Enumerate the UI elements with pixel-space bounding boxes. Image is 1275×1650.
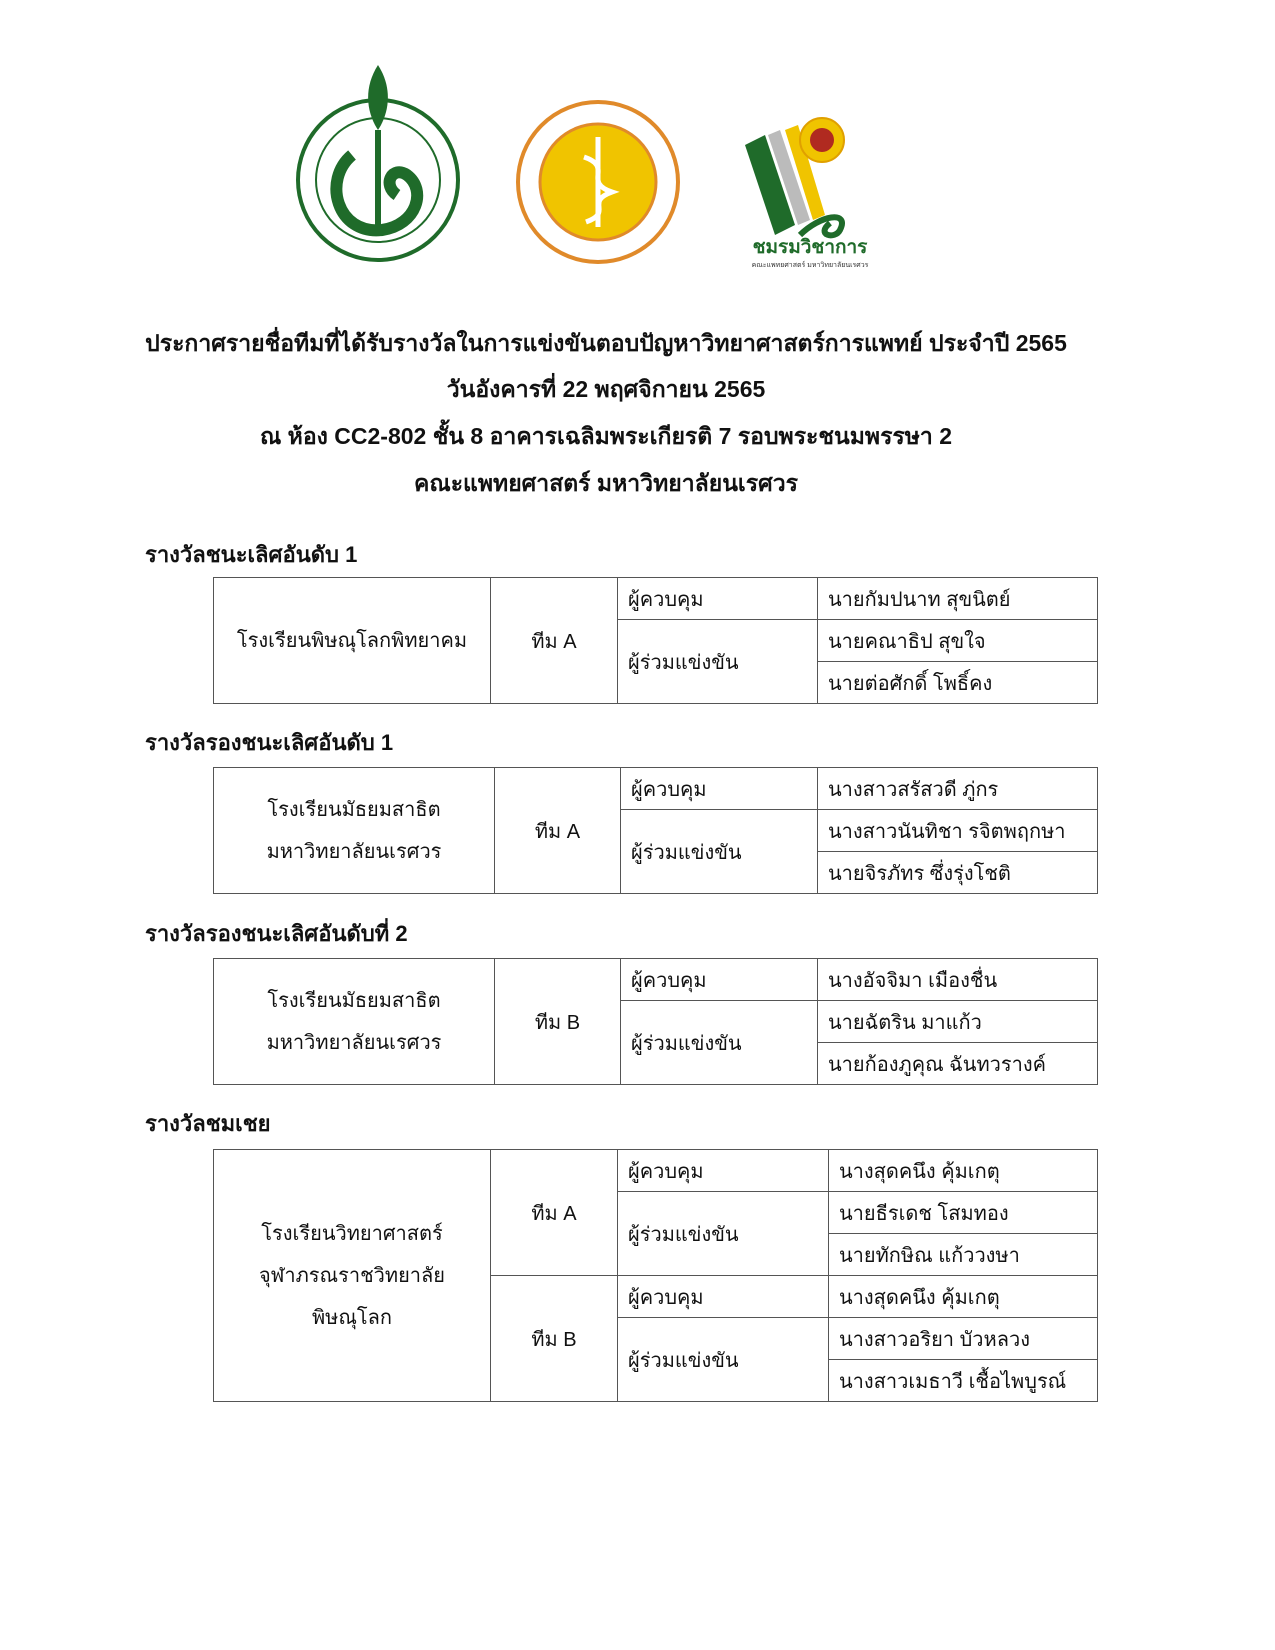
contestant-name: นายทักษิณ แก้ววงษา [829,1234,1098,1276]
contestant-name: นายจิรภัทร ซึ่งรุ่งโชติ [818,852,1098,894]
contestant-name: นางสาวนันทิชา รจิตพฤกษา [818,810,1098,852]
svg-text:ชมรมวิชาการ: ชมรมวิชาการ [752,237,868,258]
award-heading: รางวัลชมเชย [145,1111,271,1136]
award-heading: รางวัลรองชนะเลิศอันดับ 1 [145,730,394,755]
contestants-label: ผู้ร่วมแข่งขัน [618,1192,829,1276]
academic-club-logo [740,95,880,275]
advisor-name: นางอัจจิมา เมืองชื่น [818,959,1098,1001]
advisor-name: นายกัมปนาท สุขนิตย์ [818,578,1098,620]
faculty-name: คณะแพทยศาสตร์ มหาวิทยาลัยนเรศวร [413,470,798,496]
contestant-name: นายฉัตริน มาแก้ว [818,1001,1098,1043]
contestant-name: นางสาวเมธาวี เชื้อไพบูรณ์ [829,1360,1098,1402]
contestants-label: ผู้ร่วมแข่งขัน [618,1318,829,1402]
advisor-label: ผู้ควบคุม [618,578,818,620]
award-table [213,767,1098,894]
school-name: โรงเรียนมัธยมสาธิต มหาวิทยาลัยนเรศวร [214,768,495,894]
advisor-label: ผู้ควบคุม [621,768,818,810]
medical-student-club-logo [292,60,464,270]
award-table [213,958,1098,1085]
team-name: ทีม A [495,768,621,894]
contestant-name: นายธีรเดช โสมทอง [829,1192,1098,1234]
team-name: ทีม B [495,959,621,1085]
svg-text:คณะแพทยศาสตร์ มหาวิทยาลัยนเรศว: คณะแพทยศาสตร์ มหาวิทยาลัยนเรศวร [751,262,869,269]
advisor-name: นางสาวสรัสวดี ภู่กร [818,768,1098,810]
team-name: ทีม A [491,578,618,704]
school-name: โรงเรียนพิษณุโลกพิทยาคม [214,578,491,704]
announcement-title: ประกาศรายชื่อทีมที่ได้รับรางวัลในการแข่งขันตอบปัญหาวิทยาศาสตร์การแพทย์ ประจำปี 2565 [145,330,1067,356]
team-name: ทีม B [491,1276,618,1402]
advisor-name: นางสุดคนึง คุ้มเกตุ [829,1276,1098,1318]
advisor-label: ผู้ควบคุม [618,1150,829,1192]
contestant-name: นางสาวอริยา บัวหลวง [829,1318,1098,1360]
school-name: โรงเรียนมัธยมสาธิต มหาวิทยาลัยนเรศวร [214,959,495,1085]
event-location: ณ ห้อง CC2-802 ชั้น 8 อาคารเฉลิมพระเกียรติ 7 รอบพระชนมพรรษา 2 [259,423,953,449]
award-heading: รางวัลชนะเลิศอันดับ 1 [145,542,358,567]
logo-row [0,55,1275,295]
contestants-label: ผู้ร่วมแข่งขัน [621,1001,818,1085]
school-name: โรงเรียนวิทยาศาสตร์ จุฬาภรณราชวิทยาลัย พิษณุโลก [214,1150,491,1402]
award-heading: รางวัลรองชนะเลิศอันดับที่ 2 [145,921,408,946]
event-date: วันอังคารที่ 22 พฤศจิกายน 2565 [446,376,766,402]
contestant-name: นายคณาธิป สุขใจ [818,620,1098,662]
contestants-label: ผู้ร่วมแข่งขัน [618,620,818,704]
team-name: ทีม A [491,1150,618,1276]
advisor-label: ผู้ควบคุม [621,959,818,1001]
advisor-name: นางสุดคนึง คุ้มเกตุ [829,1150,1098,1192]
contestant-name: นายก้องภูคุณ ฉันทวรางค์ [818,1043,1098,1085]
advisor-label: ผู้ควบคุม [618,1276,829,1318]
award-table [213,577,1098,704]
contestants-label: ผู้ร่วมแข่งขัน [621,810,818,894]
faculty-of-medicine-logo [514,97,682,267]
award-table [213,1149,1098,1402]
contestant-name: นายต่อศักดิ์ โพธิ์คง [818,662,1098,704]
